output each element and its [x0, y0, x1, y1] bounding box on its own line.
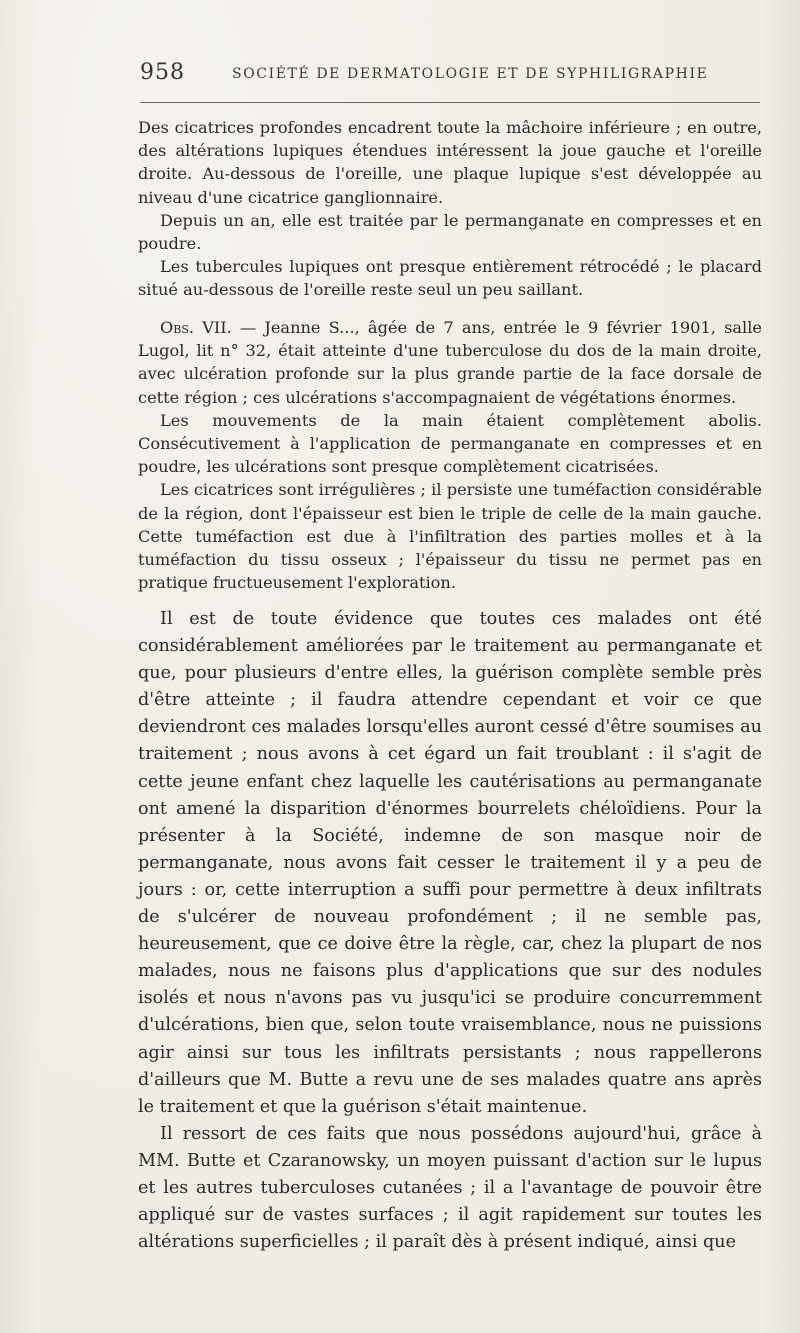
case-description-block — [138, 116, 762, 302]
page-header — [140, 58, 760, 92]
paragraph: Il est de toute évidence que toutes ces malades ont été considérablement améliorées par le traitement au permanganate et que, pour plusieurs d'entre elles, la guérison complète semble près d'être atteinte ; il faudra attendre cependant et voir ce que deviendront ces malades lorsqu'elles auront cessé d'être soumises au traitement ; nous avons à cet égard un fait troublant : il s'agit de cette jeune enfant chez laquelle les cautérisations au permanganate ont amené la disparition d'énormes bourrelets chéloïdiens. Pour la présenter à la Société, indemne de son masque noir de permanganate, nous avons fait cesser le traitement il y a peu de jours : or, cette interruption a suffi pour permettre à deux infiltrats de s'ulcérer de nouveau profondément ; il ne semble pas, heureusement, que ce doive être la règle, car, chez la plupart de nos malades, nous ne faisons plus d'applications que sur des nodules isolés et nous n'avons pas vu jusqu'ici se produire concurremment d'ulcérations, bien que, selon toute vraisemblance, nous ne puissions agir ainsi sur tous les infiltrats persistants ; nous rappellerons d'ailleurs que M. Butte a revu une de ses malades quatre ans après le traitement et que la guérison s'était maintenue. — [138, 609, 762, 1117]
header-rule — [140, 102, 760, 103]
paragraph: Les tubercules lupiques ont presque entièrement rétrocédé ; le placard situé au-dessous de l'oreille reste seul un peu saillant. — [138, 257, 762, 300]
paragraph: Il ressort de ces faits que nous possédons aujourd'hui, grâce à MM. Butte et Czaranowsky, un moyen puissant d'action sur le lupus et les autres tuberculoses cutanées ; il a l'avantage de pouvoir être appliqué sur de vastes surfaces ; il agit rapidement sur toutes les altérations superficielles ; il paraît dès à présent indiqué, ainsi que — [138, 1123, 762, 1253]
paragraph: Les cicatrices sont irrégulières ; il persiste une tuméfaction considérable de la région, dont l'épaisseur est bien le triple de celle de la main gauche. Cette tuméfaction est due à l'infiltration des parties molles et à la tuméfaction du tissu osseux ; l'épaisseur du tissu ne permet pas en pratique fructueusement l'exploration. — [138, 480, 762, 593]
paragraph: Des cicatrices profondes encadrent toute la mâchoire inférieure ; en outre, des altérations lupiques étendues intéressent la joue gauche et l'oreille droite. Au-dessous de l'oreille, une plaque lupique s'est développée au niveau d'une cicatrice ganglionnaire. — [138, 118, 762, 207]
paragraph: Les mouvements de la main étaient complètement abolis. Consécutivement à l'application de permanganate en compresses et en poudre, les ulcérations sont presque complètement cicatrisées. — [138, 410, 762, 477]
observation-paragraph — [138, 316, 762, 409]
observation-label: Obs. VII. — [160, 318, 232, 337]
discussion-block — [138, 606, 762, 1256]
running-title: SOCIÉTÉ DE DERMATOLOGIE ET DE SYPHILIGRAPHIE — [232, 66, 709, 82]
page-number: 958 — [140, 60, 185, 85]
observation-block — [138, 316, 762, 594]
observation-text: — Jeanne S..., âgée de 7 ans, entrée le 9 février 1901, salle Lugol, lit n° 32, était atteinte d'une tuberculose du dos de la main droite, avec ulcération profonde sur la plus grande partie de la face dorsale de cette région ; ces ulcérations s'accompagnaient de végétations énormes. — [138, 318, 762, 407]
paragraph: Depuis un an, elle est traitée par le permanganate en compresses et en poudre. — [138, 210, 762, 254]
